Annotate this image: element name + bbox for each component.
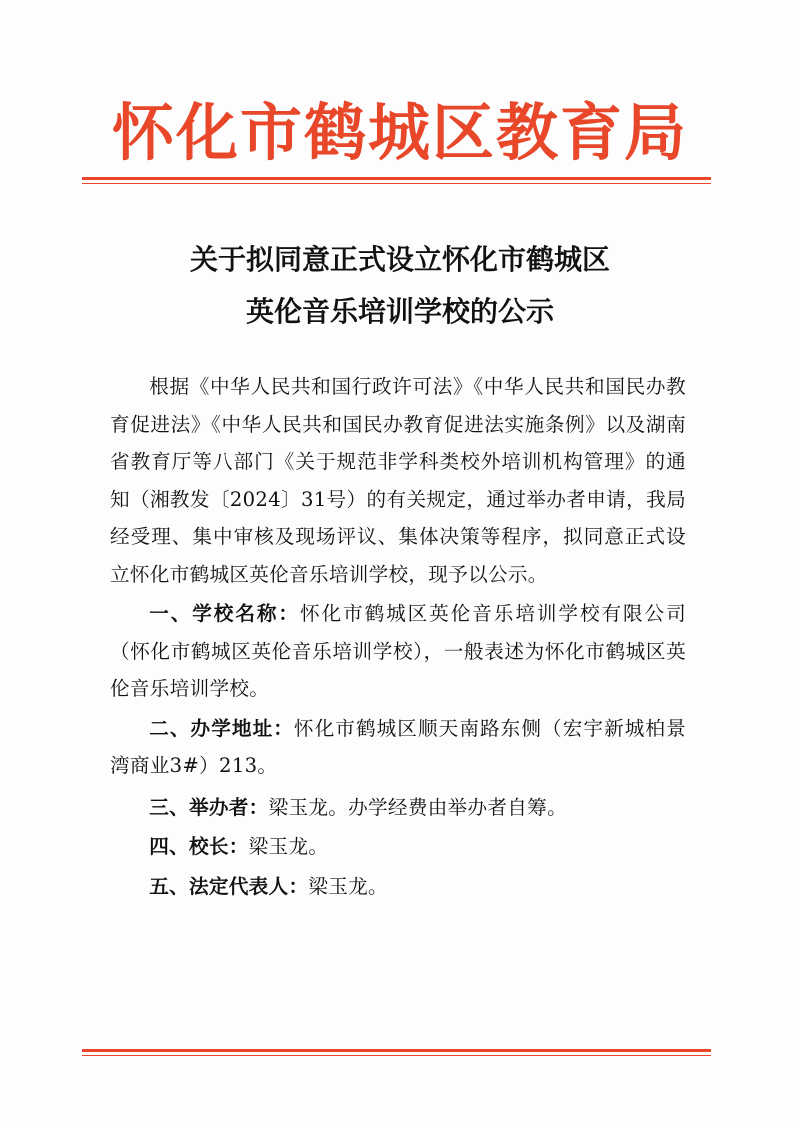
item-label: 四、校长： — [149, 835, 249, 858]
intro-paragraph: 根据《中华人民共和国行政许可法》《中华人民共和国民办教育促进法》《中华人民共和国民办教育促进法实施条例》以及湖南省教育厅等八部门《关于规范非学科类校外培训机构管理》的通知（湘教发〔2024〕31号）的有关规定，通过举办者申请，我局经受理、集中审核及现场评议、集体决策等程序，拟同意正式设立怀化市鹤城区英伦音乐培训学校，现予以公示。 — [110, 375, 686, 586]
item-text: 梁玉龙。 — [248, 835, 329, 858]
item-sponsor — [110, 789, 686, 827]
item-text: 怀化市鹤城区英伦音乐培训学校有限公司（怀化市鹤城区英伦音乐培训学校），一般表述为怀化市鹤城区英伦音乐培训学校。 — [110, 602, 686, 700]
letterhead-issuer: 怀化市鹤城区教育局 — [111, 96, 688, 169]
footer-rule — [82, 1049, 711, 1056]
document-title-line-1: 关于拟同意正式设立怀化市鹤城区 — [189, 243, 610, 276]
rule-thick-line — [82, 177, 711, 180]
item-text: 梁玉龙。办学经费由举办者自筹。 — [268, 795, 567, 819]
item-school-name — [110, 595, 686, 708]
document-body — [110, 368, 686, 907]
item-legal-representative — [110, 868, 686, 906]
item-principal — [110, 828, 686, 866]
item-label: 五、法定代表人： — [149, 874, 309, 898]
letterhead-rule-top — [82, 177, 711, 184]
rule-thin-line — [82, 183, 711, 184]
document-title-line-2: 英伦音乐培训学校的公示 — [245, 295, 554, 328]
item-label: 一、学校名称： — [149, 602, 300, 625]
document-title — [90, 234, 710, 338]
item-label: 二、办学地址： — [149, 716, 294, 740]
item-label: 三、举办者： — [149, 795, 269, 819]
rule-thick-line — [82, 1049, 711, 1052]
item-school-address — [110, 710, 686, 785]
item-text: 怀化市鹤城区顺天南路东侧（宏宇新城柏景湾商业3#）213。 — [110, 716, 686, 777]
item-text: 梁玉龙。 — [308, 874, 388, 898]
rule-thin-line — [82, 1055, 711, 1056]
